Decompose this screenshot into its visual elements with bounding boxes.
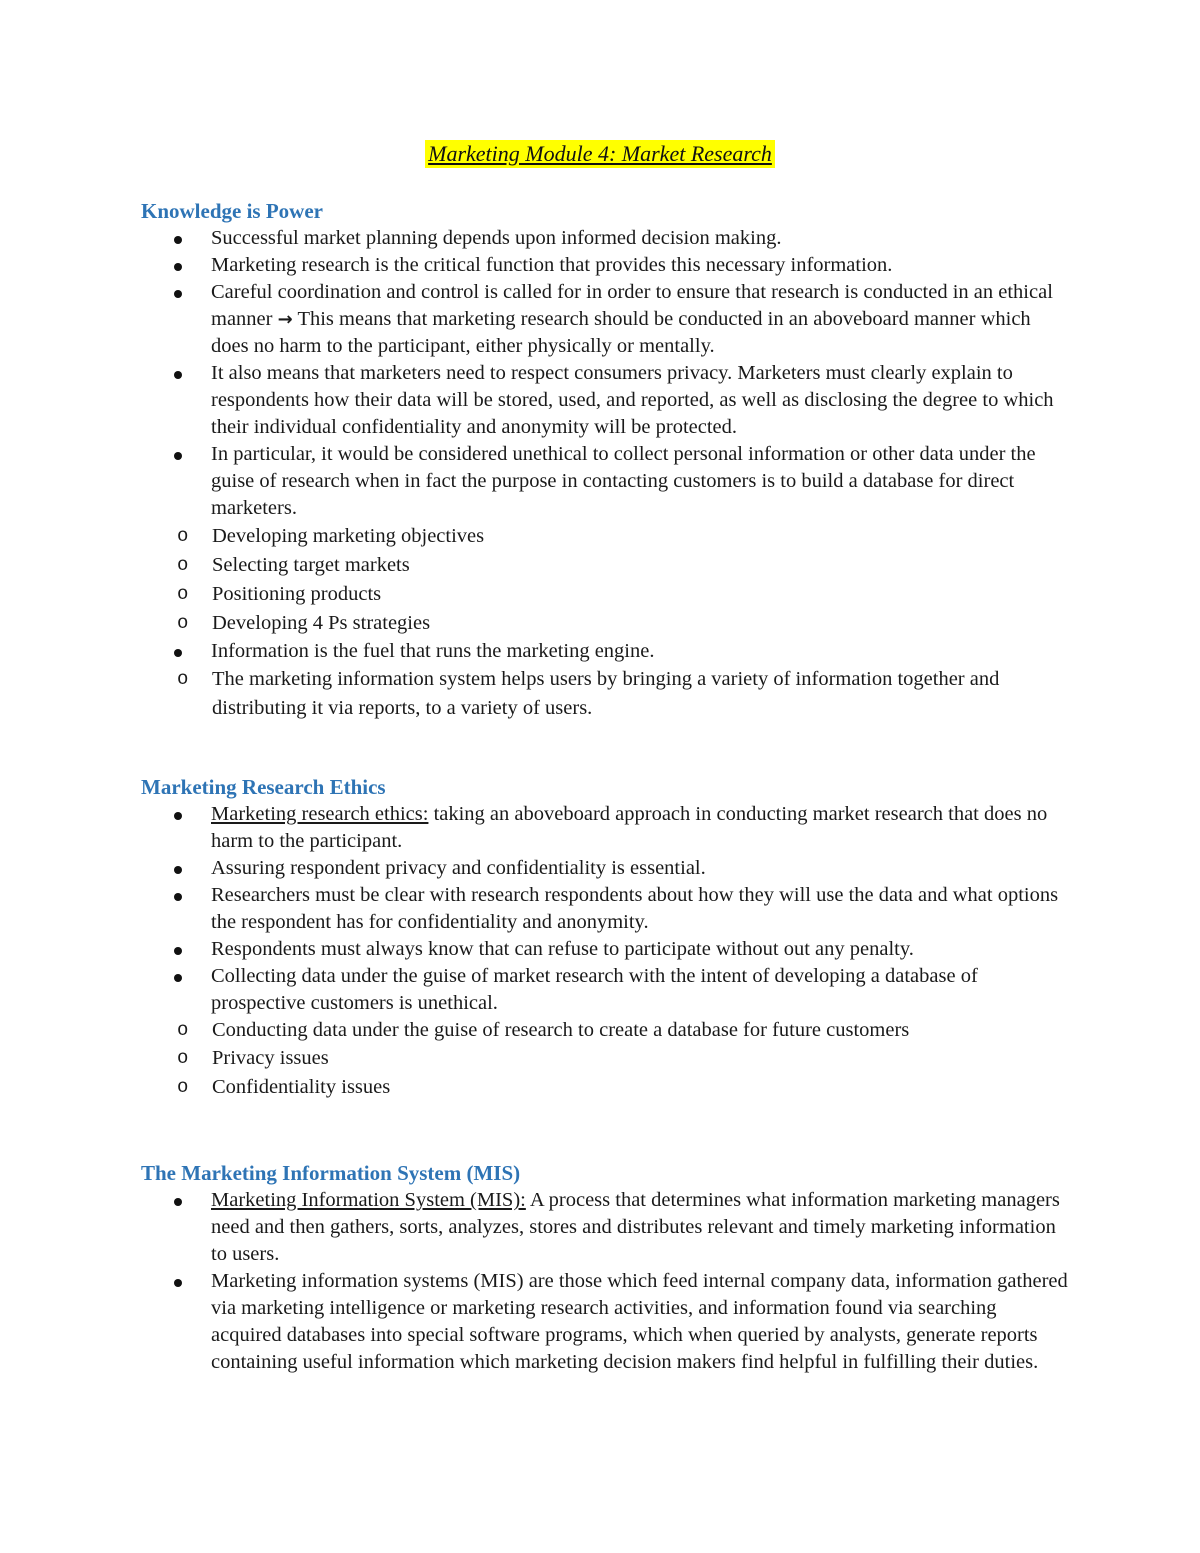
bullet-icon — [174, 893, 182, 901]
sub-list-item: o Selecting target markets — [141, 551, 1071, 580]
sub-list-item: o Developing 4 Ps strategies — [141, 609, 1071, 638]
list-item: Marketing Information System (MIS): A process that determines what information marketing managers need and then gathers, sorts, analyzes, stores and distributes relevant and timely marketing information to users. — [141, 1187, 1071, 1268]
section-marketing-information-system — [141, 1159, 1071, 1376]
sub-list-item: o The marketing information system helps users by bringing a variety of information together and distributing it via reports, to a variety of users. — [141, 665, 1071, 723]
sub-list-item: o Positioning products — [141, 580, 1071, 609]
sub-list-item: o Confidentiality issues — [141, 1073, 1071, 1102]
section-heading: Marketing Research Ethics — [141, 775, 386, 799]
document-title: Marketing Module 4: Market Research — [425, 140, 775, 168]
bullet-icon — [174, 371, 182, 379]
sub-list — [141, 665, 1071, 723]
list-item: Researchers must be clear with research respondents about how they will use the data and what options the respondent has for confidentiality and anonymity. — [141, 882, 1071, 936]
term: Marketing research ethics: — [211, 803, 429, 825]
list-item: Marketing research ethics: taking an aboveboard approach in conducting market research that does no harm to the participant. — [141, 801, 1071, 855]
right-arrow-icon: → — [277, 309, 293, 330]
bullet-icon — [174, 263, 182, 271]
bullet-list — [141, 225, 1071, 723]
circle-bullet-icon: o — [177, 554, 189, 576]
list-item: Marketing research is the critical function that provides this necessary information. — [141, 252, 1071, 279]
list-item: Respondents must always know that can refuse to participate without out any penalty. — [141, 936, 1071, 963]
bullet-icon — [174, 452, 182, 460]
list-item: Successful market planning depends upon informed decision making. — [141, 225, 1071, 252]
bullet-list — [141, 801, 1071, 1102]
section-heading: The Marketing Information System (MIS) — [141, 1161, 521, 1185]
sub-list — [141, 522, 1071, 638]
section-heading: Knowledge is Power — [141, 199, 323, 223]
bullet-icon — [174, 649, 182, 657]
bullet-icon — [174, 236, 182, 244]
list-item: Collecting data under the guise of market research with the intent of developing a database of prospective customers is unethical. o Conducting data under the guise of research to create a database for future customers o Privacy issues o Confidentiality issues — [141, 963, 1071, 1102]
sub-list-item: o Conducting data under the guise of research to create a database for future customers — [141, 1017, 1071, 1044]
circle-bullet-icon: o — [177, 583, 189, 605]
circle-bullet-icon: o — [177, 1019, 189, 1041]
section-knowledge-is-power — [141, 197, 1071, 723]
circle-bullet-icon: o — [177, 1076, 189, 1098]
sub-list — [141, 1017, 1071, 1102]
circle-bullet-icon: o — [177, 1047, 189, 1069]
bullet-icon — [174, 974, 182, 982]
bullet-icon — [174, 812, 182, 820]
list-item: Information is the fuel that runs the marketing engine. o The marketing information system helps users by bringing a variety of information together and distributing it via reports, to a variety of users. — [141, 638, 1071, 723]
list-item: It also means that marketers need to respect consumers privacy. Marketers must clearly explain to respondents how their data will be stored, used, and reported, as well as disclosing the degree to which their individual confidentiality and anonymity will be protected. — [141, 360, 1071, 441]
list-item: In particular, it would be considered unethical to collect personal information or other data under the guise of research when in fact the purpose in contacting customers is to build a database for direct marketers. o Developing marketing objectives o Selecting target markets o Positioning products o Developing 4 Ps strategies — [141, 441, 1071, 638]
sub-list-item: o Privacy issues — [141, 1044, 1071, 1073]
title-row — [0, 140, 1200, 168]
circle-bullet-icon: o — [177, 525, 189, 547]
circle-bullet-icon: o — [177, 668, 189, 690]
bullet-icon — [174, 290, 182, 298]
bullet-icon — [174, 1198, 182, 1206]
sub-list-item: o Developing marketing objectives — [141, 522, 1071, 551]
bullet-icon — [174, 866, 182, 874]
term: Marketing Information System (MIS): — [211, 1189, 526, 1211]
bullet-list — [141, 1187, 1071, 1376]
list-item: Assuring respondent privacy and confidentiality is essential. — [141, 855, 1071, 882]
bullet-icon — [174, 947, 182, 955]
list-item: Careful coordination and control is called for in order to ensure that research is conducted in an ethical manner → This means that marketing research should be conducted in an aboveboard manner which does no harm to the participant, either physically or mentally. — [141, 279, 1071, 360]
circle-bullet-icon: o — [177, 612, 189, 634]
list-item: Marketing information systems (MIS) are those which feed internal company data, information gathered via marketing intelligence or marketing research activities, and information found via searching acquired databases into special software programs, which when queried by analysts, generate reports containing useful information which marketing decision makers find helpful in fulfilling their duties. — [141, 1268, 1071, 1376]
section-marketing-research-ethics — [141, 773, 1071, 1102]
bullet-icon — [174, 1279, 182, 1287]
